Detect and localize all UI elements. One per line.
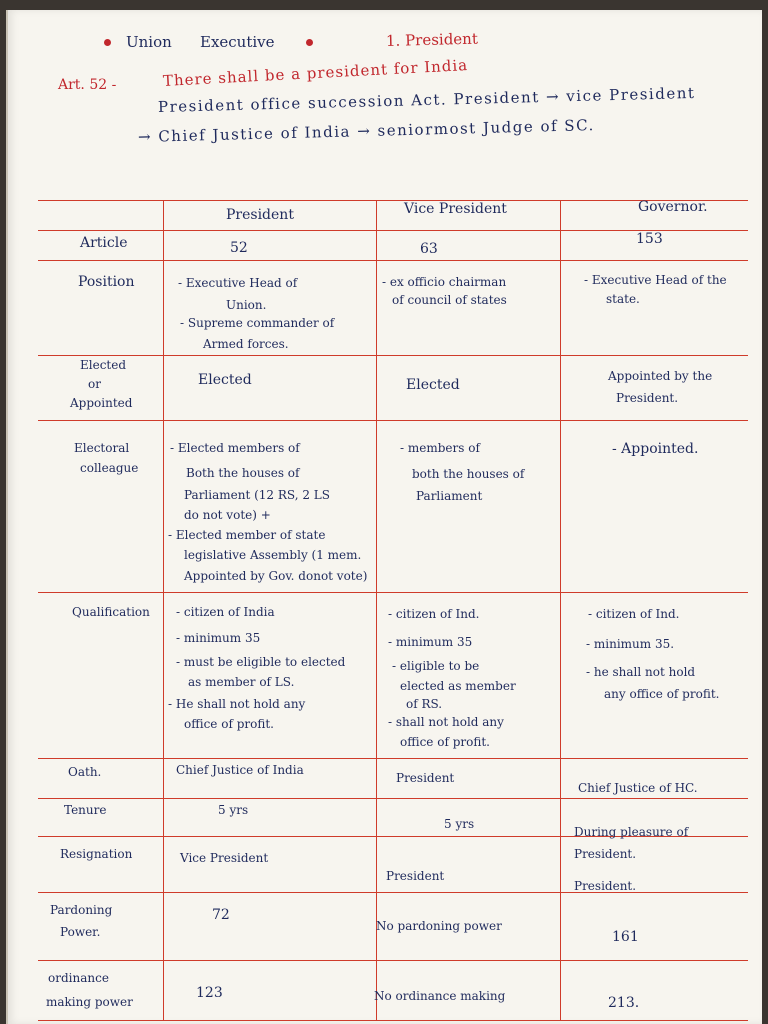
qualification-governor-3: - he shall not hold bbox=[586, 665, 696, 679]
article-president: 52 bbox=[230, 240, 248, 256]
topic-executive: Executive bbox=[200, 33, 275, 51]
resignation-president: Vice President bbox=[180, 851, 269, 865]
topic-union: Union bbox=[126, 33, 172, 51]
row-label-elected-1: Elected bbox=[80, 358, 127, 372]
article-text: There shall be a president for India bbox=[162, 56, 469, 90]
resignation-governor: President. bbox=[574, 879, 637, 893]
position-president-3: - Supreme commander of bbox=[180, 316, 335, 330]
topic-president: 1. President bbox=[385, 29, 479, 50]
pardoning-vice: No pardoning power bbox=[376, 919, 502, 933]
article-governor: 153 bbox=[636, 231, 663, 247]
ordinance-president: 123 bbox=[196, 985, 223, 1001]
succession-line-2: → Chief Justice of India → seniormost Judge of SC. bbox=[137, 116, 596, 146]
qualification-governor-2: - minimum 35. bbox=[586, 637, 675, 651]
resignation-vice: President bbox=[386, 869, 445, 883]
ordinance-governor: 213. bbox=[608, 995, 640, 1011]
electoral-president-4: do not vote) + bbox=[184, 508, 271, 522]
qualification-vice-6: - shall not hold any bbox=[388, 715, 504, 729]
qualification-vice-1: - citizen of Ind. bbox=[388, 607, 480, 621]
electoral-vice-1: - members of bbox=[400, 441, 480, 455]
position-president-1: - Executive Head of bbox=[178, 276, 298, 290]
position-governor-1: - Executive Head of the bbox=[584, 273, 727, 287]
row-label-ordinance-1: ordinance bbox=[48, 971, 109, 985]
tenure-president: 5 yrs bbox=[218, 803, 249, 817]
row-label-elected-3: Appointed bbox=[70, 396, 133, 410]
row-label-elected-2: or bbox=[88, 377, 101, 391]
qualification-governor-4: any office of profit. bbox=[604, 687, 720, 701]
qualification-president-2: - minimum 35 bbox=[176, 631, 261, 645]
bullet-dot bbox=[306, 39, 313, 46]
tenure-governor-1: During pleasure of bbox=[574, 825, 689, 839]
electoral-president-2: Both the houses of bbox=[186, 466, 300, 480]
qualification-president-6: office of profit. bbox=[184, 717, 274, 731]
oath-president: Chief Justice of India bbox=[176, 763, 304, 777]
tenure-vice: 5 yrs bbox=[444, 817, 475, 831]
position-governor-2: state. bbox=[606, 292, 640, 306]
qualification-president-1: - citizen of India bbox=[176, 605, 275, 619]
succession-line-1: President office succession Act. President → vice President bbox=[157, 83, 696, 116]
qualification-president-3: - must be eligible to elected bbox=[176, 655, 346, 669]
electoral-president-5: - Elected member of state bbox=[168, 528, 326, 542]
oath-vice: President bbox=[396, 771, 455, 785]
elected-president: Elected bbox=[198, 372, 252, 388]
row-label-qualification: Qualification bbox=[72, 605, 150, 619]
elected-governor-1: Appointed by the bbox=[608, 369, 713, 383]
position-vice-1: - ex officio chairman bbox=[382, 275, 507, 289]
elected-vice: Elected bbox=[406, 377, 460, 393]
row-label-article: Article bbox=[80, 235, 128, 251]
bullet-dot bbox=[104, 39, 111, 46]
qualification-vice-5: of RS. bbox=[406, 697, 443, 711]
row-label-position: Position bbox=[78, 274, 135, 290]
column-header-vice-president: Vice President bbox=[404, 201, 507, 217]
row-label-oath: Oath. bbox=[68, 765, 102, 779]
electoral-vice-3: Parliament bbox=[416, 489, 483, 503]
elected-governor-2: President. bbox=[616, 391, 679, 405]
electoral-president-7: Appointed by Gov. donot vote) bbox=[184, 569, 368, 583]
notebook-page bbox=[6, 10, 762, 1024]
position-president-4: Armed forces. bbox=[203, 337, 289, 351]
qualification-governor-1: - citizen of Ind. bbox=[588, 607, 680, 621]
qualification-president-5: - He shall not hold any bbox=[168, 697, 306, 711]
row-label-pardoning-1: Pardoning bbox=[50, 903, 113, 917]
row-label-electoral-2: colleague bbox=[80, 461, 139, 475]
pardoning-governor: 161 bbox=[612, 929, 639, 945]
row-label-electoral-1: Electoral bbox=[74, 441, 130, 455]
column-header-president: President bbox=[226, 207, 294, 223]
qualification-vice-3: - eligible to be bbox=[392, 659, 480, 673]
article-vice: 63 bbox=[420, 241, 438, 257]
row-label-resignation: Resignation bbox=[60, 847, 133, 861]
qualification-vice-7: office of profit. bbox=[400, 735, 490, 749]
ordinance-vice: No ordinance making bbox=[374, 989, 506, 1003]
electoral-vice-2: both the houses of bbox=[412, 467, 525, 481]
electoral-president-3: Parliament (12 RS, 2 LS bbox=[184, 488, 330, 502]
qualification-vice-2: - minimum 35 bbox=[388, 635, 473, 649]
column-header-governor: Governor. bbox=[638, 199, 708, 215]
row-label-pardoning-2: Power. bbox=[60, 925, 101, 939]
position-vice-2: of council of states bbox=[392, 293, 507, 307]
position-president-2: Union. bbox=[226, 298, 267, 312]
qualification-vice-4: elected as member bbox=[400, 679, 516, 693]
oath-governor: Chief Justice of HC. bbox=[578, 781, 698, 795]
row-label-ordinance-2: making power bbox=[46, 995, 133, 1009]
tenure-governor-2: President. bbox=[574, 847, 637, 861]
row-label-tenure: Tenure bbox=[64, 803, 107, 817]
pardoning-president: 72 bbox=[212, 907, 230, 923]
electoral-president-6: legislative Assembly (1 mem. bbox=[184, 548, 362, 562]
qualification-president-4: as member of LS. bbox=[188, 675, 295, 689]
article-label: Art. 52 - bbox=[58, 77, 117, 93]
electoral-president-1: - Elected members of bbox=[170, 441, 300, 455]
electoral-governor: - Appointed. bbox=[612, 441, 699, 457]
